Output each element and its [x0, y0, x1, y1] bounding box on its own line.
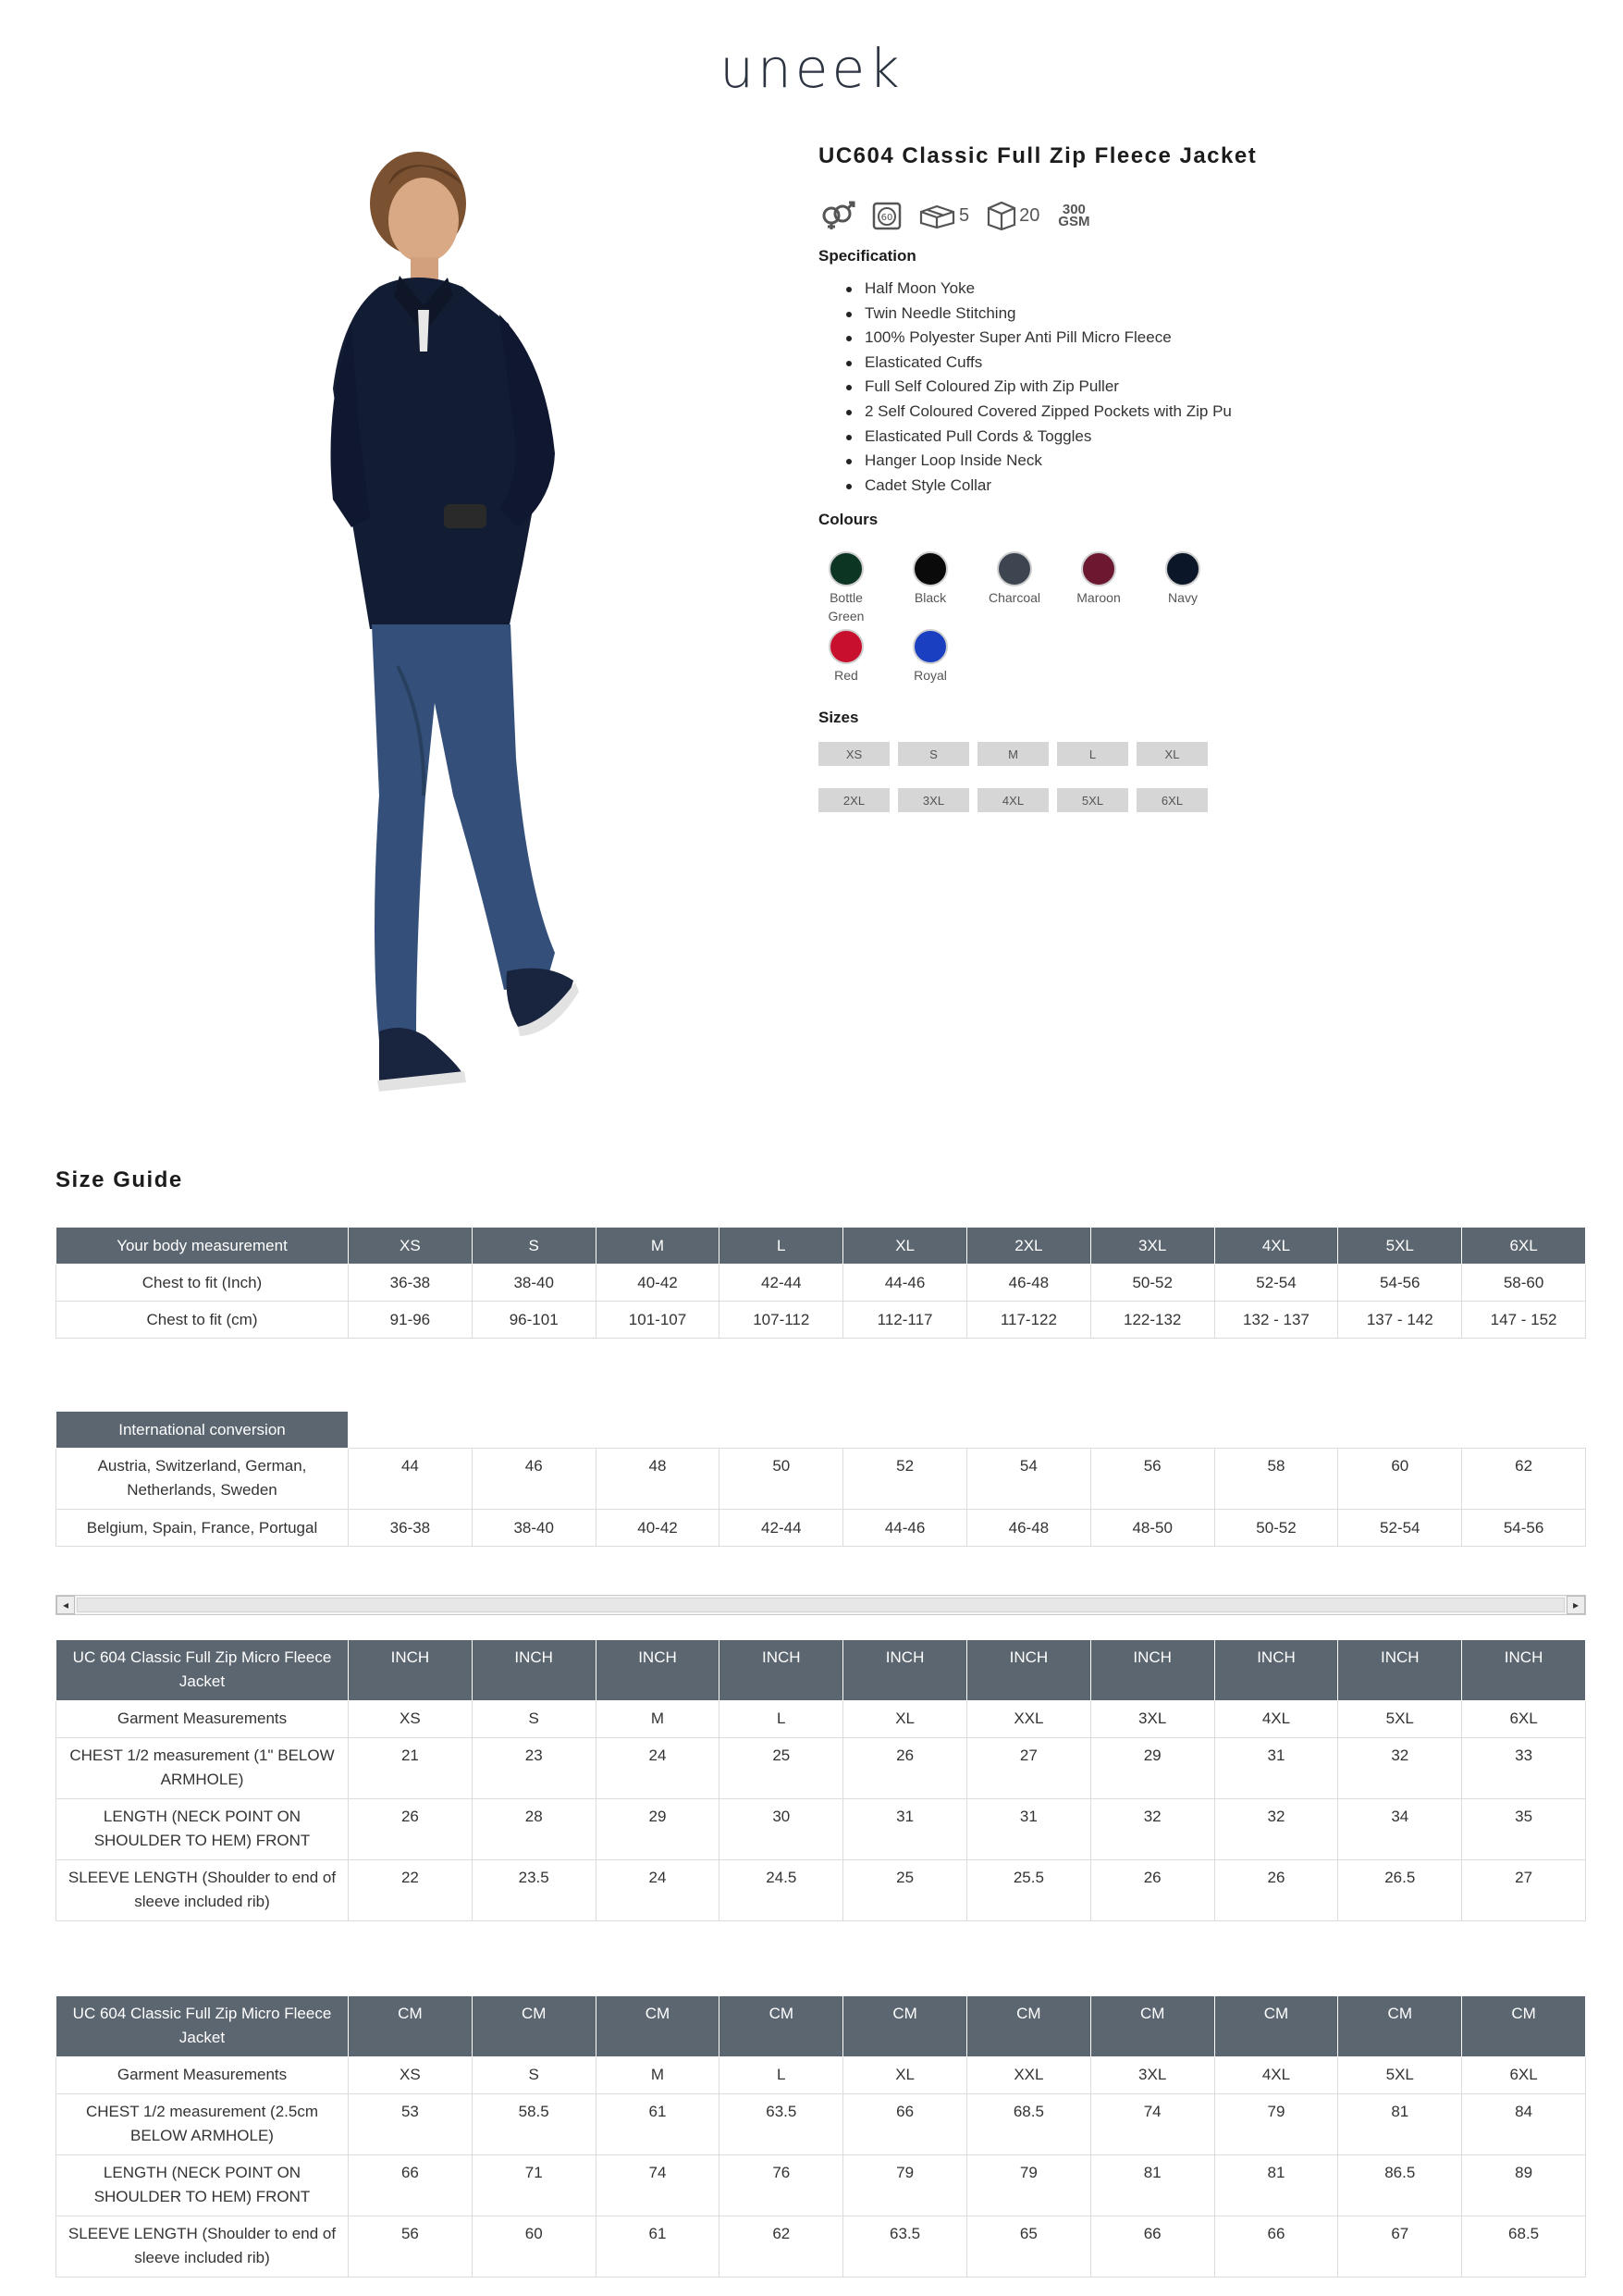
table-cell: M [596, 2057, 719, 2094]
colour-dot [913, 551, 948, 586]
table-cell: 58-60 [1462, 1265, 1586, 1302]
colour-swatch [1071, 551, 1126, 625]
table-cell: Garment Measurements [56, 2057, 349, 2094]
table-row [56, 1302, 1586, 1339]
table-cell: XXL [966, 1701, 1090, 1738]
table-cell: 137 - 142 [1338, 1302, 1462, 1339]
table-cell: 32 [1338, 1738, 1462, 1799]
table-cell: INCH [1462, 1640, 1586, 1701]
table-cell: 68.5 [966, 2094, 1090, 2155]
table-cell: 42-44 [719, 1510, 843, 1547]
table-cell: 46-48 [966, 1510, 1090, 1547]
colour-swatch [818, 551, 874, 625]
table-cell: XXL [966, 2057, 1090, 2094]
table-cell: 79 [843, 2155, 967, 2216]
table-cell: 56 [349, 2216, 473, 2277]
table-cell: 32 [1214, 1799, 1338, 1860]
table-cell: XL [843, 1701, 967, 1738]
table-cell: 50-52 [1090, 1265, 1214, 1302]
table-cell: L [719, 1701, 843, 1738]
table-header-row [56, 1640, 1586, 1701]
table-cell: 44 [349, 1449, 473, 1510]
table-cell: L [719, 2057, 843, 2094]
table-cell: INCH [966, 1640, 1090, 1701]
scroll-left-arrow-icon[interactable]: ◂ [56, 1596, 75, 1614]
table-cell: CM [843, 1996, 967, 2057]
table-cell: 38-40 [472, 1510, 596, 1547]
table-cell: Chest to fit (cm) [56, 1302, 349, 1339]
colour-label: Bottle Green [828, 590, 865, 624]
table-header-row [56, 1412, 1586, 1449]
table-cell: 52-54 [1214, 1265, 1338, 1302]
table-cell: 32 [1090, 1799, 1214, 1860]
spec-item: Half Moon Yoke [846, 277, 1521, 302]
table-row [56, 2155, 1586, 2216]
table-cell: L [719, 1228, 843, 1265]
spec-item: Full Self Coloured Zip with Zip Puller [846, 375, 1521, 400]
table-cell: M [596, 1701, 719, 1738]
table-cell: 29 [1090, 1738, 1214, 1799]
table-cell: CM [1462, 1996, 1586, 2057]
table-cell: 30 [719, 1799, 843, 1860]
garment-inch-table [55, 1639, 1586, 1921]
table-cell: CM [349, 1996, 473, 2057]
table-cell: 50-52 [1214, 1510, 1338, 1547]
table-cell: 132 - 137 [1214, 1302, 1338, 1339]
table-row [56, 1738, 1586, 1799]
table-cell: 58 [1214, 1449, 1338, 1510]
empty-header-cell [1090, 1412, 1214, 1449]
horizontal-scrollbar[interactable] [55, 1595, 1586, 1615]
table-row [56, 1860, 1586, 1921]
table-cell: 36-38 [349, 1265, 473, 1302]
table-cell: 66 [843, 2094, 967, 2155]
table-cell: 44-46 [843, 1510, 967, 1547]
table-cell: 54-56 [1462, 1510, 1586, 1547]
table-cell: 26 [349, 1799, 473, 1860]
table-cell: 74 [1090, 2094, 1214, 2155]
table-cell: 76 [719, 2155, 843, 2216]
table-cell: INCH [719, 1640, 843, 1701]
table-cell: International conversion [56, 1412, 349, 1449]
table-cell: INCH [349, 1640, 473, 1701]
size-chip: 4XL [977, 788, 1049, 812]
table-cell: 23.5 [472, 1860, 596, 1921]
table-header-row [56, 1228, 1586, 1265]
empty-header-cell [349, 1412, 473, 1449]
table-cell: 96-101 [472, 1302, 596, 1339]
size-guide-title: Size Guide [55, 1167, 183, 1192]
table-cell: INCH [1090, 1640, 1214, 1701]
product-title: UC604 Classic Full Zip Fleece Jacket [818, 143, 1258, 168]
colour-label: Charcoal [988, 590, 1041, 606]
table-cell: 34 [1338, 1799, 1462, 1860]
model-photo [314, 148, 610, 1129]
colour-swatch [987, 551, 1042, 625]
table-cell: 46-48 [966, 1265, 1090, 1302]
spec-item: 2 Self Coloured Covered Zipped Pockets with Zip Pu [846, 400, 1521, 425]
table-row [56, 1510, 1586, 1547]
table-cell: Belgium, Spain, France, Portugal [56, 1510, 349, 1547]
size-chip: 3XL [898, 788, 969, 812]
international-conversion-table [55, 1411, 1586, 1547]
table-cell: 54-56 [1338, 1265, 1462, 1302]
table-cell: 24 [596, 1860, 719, 1921]
table-cell: 5XL [1338, 1228, 1462, 1265]
table-cell: 25.5 [966, 1860, 1090, 1921]
table-cell: 24 [596, 1738, 719, 1799]
table-cell: 107-112 [719, 1302, 843, 1339]
table-cell: XS [349, 1701, 473, 1738]
table-cell: 79 [966, 2155, 1090, 2216]
table-cell: CM [596, 1996, 719, 2057]
colour-label: Maroon [1076, 590, 1121, 606]
table-cell: 60 [472, 2216, 596, 2277]
size-chip: 2XL [818, 788, 890, 812]
table-cell: CHEST 1/2 measurement (2.5cm BELOW ARMHOLE) [56, 2094, 349, 2155]
table-cell: 52 [843, 1449, 967, 1510]
table-cell: 40-42 [596, 1510, 719, 1547]
table-cell: 66 [1090, 2216, 1214, 2277]
table-cell: 24.5 [719, 1860, 843, 1921]
brand-logo: uneek [719, 37, 904, 100]
table-cell: 63.5 [719, 2094, 843, 2155]
table-cell: 67 [1338, 2216, 1462, 2277]
table-cell: 5XL [1338, 2057, 1462, 2094]
table-cell: 31 [843, 1799, 967, 1860]
colour-dot [1081, 551, 1116, 586]
table-cell: 61 [596, 2216, 719, 2277]
spec-item: Twin Needle Stitching [846, 302, 1521, 327]
empty-header-cell [719, 1412, 843, 1449]
table-cell: 68.5 [1462, 2216, 1586, 2277]
box-count: 20 [1019, 204, 1040, 226]
wash-60-icon [872, 201, 902, 230]
colour-dot [913, 629, 948, 664]
table-cell: UC 604 Classic Full Zip Micro Fleece Jacket [56, 1640, 349, 1701]
table-cell: 117-122 [966, 1302, 1090, 1339]
table-cell: 79 [1214, 2094, 1338, 2155]
table-cell: 48-50 [1090, 1510, 1214, 1547]
pack-icon [918, 203, 969, 228]
table-cell: 4XL [1214, 1701, 1338, 1738]
colours-title: Colours [818, 511, 879, 529]
table-cell: S [472, 2057, 596, 2094]
table-cell: INCH [1214, 1640, 1338, 1701]
table-cell: 6XL [1462, 1701, 1586, 1738]
table-cell: 54 [966, 1449, 1090, 1510]
table-cell: 66 [1214, 2216, 1338, 2277]
pack-count: 5 [959, 204, 970, 226]
specification-title: Specification [818, 247, 916, 265]
table-row [56, 2216, 1586, 2277]
table-cell: 42-44 [719, 1265, 843, 1302]
table-row [56, 1701, 1586, 1738]
table-cell: 21 [349, 1738, 473, 1799]
table-cell: 5XL [1338, 1701, 1462, 1738]
spec-item: 100% Polyester Super Anti Pill Micro Fleece [846, 326, 1521, 351]
table-cell: 35 [1462, 1799, 1586, 1860]
table-cell: 48 [596, 1449, 719, 1510]
table-cell: 25 [719, 1738, 843, 1799]
spec-item: Elasticated Cuffs [846, 351, 1521, 376]
box-icon [986, 201, 1039, 230]
empty-header-cell [1338, 1412, 1462, 1449]
sizes-title: Sizes [818, 709, 859, 727]
unisex-icon [818, 201, 855, 230]
table-cell: 3XL [1090, 1701, 1214, 1738]
table-cell: Your body measurement [56, 1228, 349, 1265]
table-cell: 81 [1338, 2094, 1462, 2155]
table-cell: 91-96 [349, 1302, 473, 1339]
table-cell: Garment Measurements [56, 1701, 349, 1738]
empty-header-cell [596, 1412, 719, 1449]
table-cell: XL [843, 2057, 967, 2094]
table-cell: 52-54 [1338, 1510, 1462, 1547]
table-cell: LENGTH (NECK POINT ON SHOULDER TO HEM) FRONT [56, 1799, 349, 1860]
table-cell: INCH [596, 1640, 719, 1701]
table-cell: 31 [966, 1799, 1090, 1860]
table-cell: 3XL [1090, 1228, 1214, 1265]
table-cell: 56 [1090, 1449, 1214, 1510]
table-cell: 26 [843, 1738, 967, 1799]
table-cell: 25 [843, 1860, 967, 1921]
table-cell: 2XL [966, 1228, 1090, 1265]
spec-item: Hanger Loop Inside Neck [846, 449, 1521, 474]
table-cell: 44-46 [843, 1265, 967, 1302]
table-cell: 4XL [1214, 1228, 1338, 1265]
table-cell: CM [966, 1996, 1090, 2057]
empty-header-cell [966, 1412, 1090, 1449]
table-cell: CM [472, 1996, 596, 2057]
body-measurement-table [55, 1227, 1586, 1339]
table-cell: Austria, Switzerland, German, Netherlands, Sweden [56, 1449, 349, 1510]
product-icons [818, 197, 1521, 234]
table-cell: 50 [719, 1449, 843, 1510]
colour-label: Red [834, 668, 858, 684]
table-cell: UC 604 Classic Full Zip Micro Fleece Jacket [56, 1996, 349, 2057]
size-chip: L [1057, 742, 1128, 766]
size-chip: XL [1137, 742, 1208, 766]
table-cell: 81 [1090, 2155, 1214, 2216]
table-cell: 23 [472, 1738, 596, 1799]
table-row [56, 1265, 1586, 1302]
table-cell: 53 [349, 2094, 473, 2155]
spec-item: Elasticated Pull Cords & Toggles [846, 425, 1521, 450]
table-row [56, 2094, 1586, 2155]
colour-dot [997, 551, 1032, 586]
table-cell: 46 [472, 1449, 596, 1510]
colour-swatch [818, 629, 874, 685]
table-cell: 86.5 [1338, 2155, 1462, 2216]
table-cell: CM [1338, 1996, 1462, 2057]
table-cell: 122-132 [1090, 1302, 1214, 1339]
table-cell: 65 [966, 2216, 1090, 2277]
table-row [56, 1449, 1586, 1510]
table-cell: 29 [596, 1799, 719, 1860]
table-row [56, 1799, 1586, 1860]
table-cell: 61 [596, 2094, 719, 2155]
empty-header-cell [472, 1412, 596, 1449]
table-row [56, 2057, 1586, 2094]
gsm-icon: 300 GSM [1058, 202, 1090, 229]
table-cell: 84 [1462, 2094, 1586, 2155]
table-cell: SLEEVE LENGTH (Shoulder to end of sleeve included rib) [56, 2216, 349, 2277]
table-cell: 36-38 [349, 1510, 473, 1547]
scroll-right-arrow-icon[interactable]: ▸ [1567, 1596, 1585, 1614]
colour-label: Black [914, 590, 947, 606]
svg-text:60: 60 [880, 213, 893, 223]
table-cell: INCH [1338, 1640, 1462, 1701]
table-cell: 81 [1214, 2155, 1338, 2216]
table-cell: 66 [349, 2155, 473, 2216]
size-chip: XS [818, 742, 890, 766]
size-chips [818, 742, 1521, 812]
table-cell: CHEST 1/2 measurement (1" BELOW ARMHOLE) [56, 1738, 349, 1799]
table-cell: INCH [472, 1640, 596, 1701]
empty-header-cell [1462, 1412, 1586, 1449]
table-cell: 26 [1214, 1860, 1338, 1921]
size-chip: 5XL [1057, 788, 1128, 812]
colour-label: Navy [1168, 590, 1198, 606]
table-cell: 58.5 [472, 2094, 596, 2155]
table-cell: 28 [472, 1799, 596, 1860]
table-cell: 26.5 [1338, 1860, 1462, 1921]
colour-dot [829, 629, 864, 664]
colour-label: Royal [914, 668, 947, 684]
table-cell: 112-117 [843, 1302, 967, 1339]
table-cell: 22 [349, 1860, 473, 1921]
table-cell: 71 [472, 2155, 596, 2216]
table-cell: CM [719, 1996, 843, 2057]
table-cell: 101-107 [596, 1302, 719, 1339]
table-cell: S [472, 1701, 596, 1738]
table-cell: XS [349, 2057, 473, 2094]
table-cell: 3XL [1090, 2057, 1214, 2094]
size-chip: S [898, 742, 969, 766]
table-cell: 27 [966, 1738, 1090, 1799]
size-chip: M [977, 742, 1049, 766]
empty-header-cell [1214, 1412, 1338, 1449]
empty-header-cell [843, 1412, 967, 1449]
colour-swatch [903, 629, 958, 685]
specification-list [818, 277, 1521, 498]
colour-dot [1165, 551, 1200, 586]
garment-cm-table [55, 1995, 1586, 2277]
colour-swatch [903, 551, 958, 625]
table-cell: LENGTH (NECK POINT ON SHOULDER TO HEM) FRONT [56, 2155, 349, 2216]
table-cell: 40-42 [596, 1265, 719, 1302]
table-cell: 31 [1214, 1738, 1338, 1799]
table-cell: CM [1090, 1996, 1214, 2057]
colour-dot [829, 551, 864, 586]
table-cell: 27 [1462, 1860, 1586, 1921]
table-cell: S [472, 1228, 596, 1265]
table-cell: 62 [719, 2216, 843, 2277]
table-cell: 6XL [1462, 2057, 1586, 2094]
table-cell: 26 [1090, 1860, 1214, 1921]
table-cell: 33 [1462, 1738, 1586, 1799]
table-cell: XL [843, 1228, 967, 1265]
table-cell: CM [1214, 1996, 1338, 2057]
table-cell: 6XL [1462, 1228, 1586, 1265]
table-header-row [56, 1996, 1586, 2057]
table-cell: 147 - 152 [1462, 1302, 1586, 1339]
table-cell: Chest to fit (Inch) [56, 1265, 349, 1302]
table-cell: 63.5 [843, 2216, 967, 2277]
table-cell: 38-40 [472, 1265, 596, 1302]
table-cell: XS [349, 1228, 473, 1265]
scroll-thumb[interactable] [77, 1598, 1565, 1612]
size-chip: 6XL [1137, 788, 1208, 812]
table-cell: 62 [1462, 1449, 1586, 1510]
table-cell: 74 [596, 2155, 719, 2216]
table-cell: INCH [843, 1640, 967, 1701]
colour-swatch [1155, 551, 1211, 625]
table-cell: 60 [1338, 1449, 1462, 1510]
table-cell: 4XL [1214, 2057, 1338, 2094]
table-cell: SLEEVE LENGTH (Shoulder to end of sleeve included rib) [56, 1860, 349, 1921]
table-cell: M [596, 1228, 719, 1265]
table-cell: 89 [1462, 2155, 1586, 2216]
spec-item: Cadet Style Collar [846, 474, 1521, 499]
product-info [818, 143, 1521, 812]
colour-swatches [818, 551, 1521, 685]
